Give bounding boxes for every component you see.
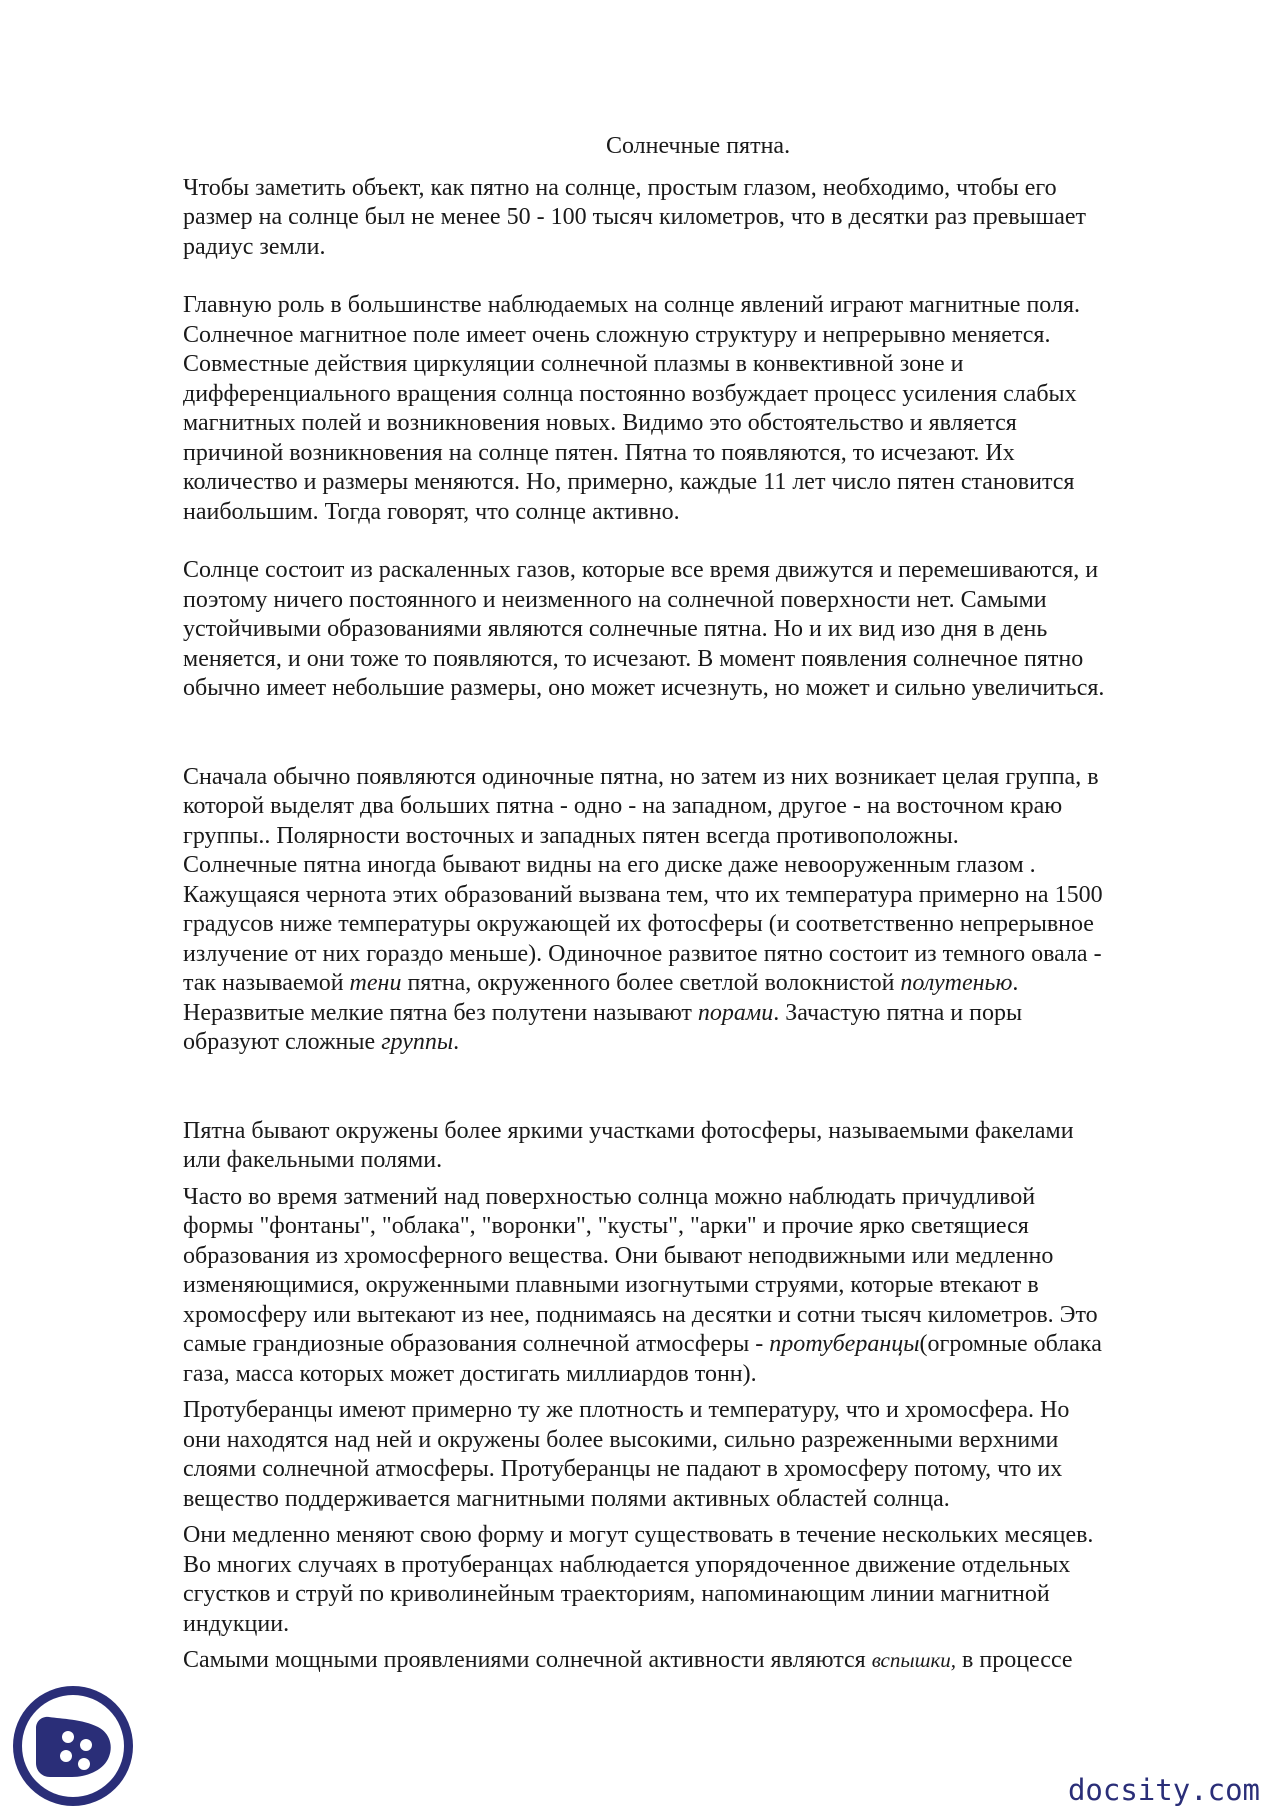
text-line: размер на солнце был не менее 50 - 100 тысяч километров, что в десятки раз превышает [183,204,1086,230]
docsity-watermark[interactable]: docsity.com [1067,1773,1260,1807]
term-gruppy: группы [381,1029,454,1055]
text-line: газа, масса которых может достигать миллиардов тонн). [183,1360,757,1387]
text-run: Самыми мощными проявлениями солнечной активности являются [183,1647,872,1673]
document-title: Солнечные пятна. [605,133,791,159]
text-line: которой выделят два больших пятна - одно - на западном, другое - на восточном краю [183,793,1063,819]
text-line: Совместные действия циркуляции солнечной плазмы в конвективной зоне и [183,351,964,377]
text-line [183,1646,1193,1676]
text-line: формы "фонтаны", "облака", "воронки", "кусты", "арки" и прочие ярко светящиеся [183,1213,1029,1239]
text-run: самые грандиозные образования солнечной атмосферы - [183,1331,770,1357]
term-protuberancy: протуберанцы [769,1331,920,1357]
paragraph-7 [183,1396,1193,1514]
text-line [183,1028,1193,1058]
text-run: так называемой [183,970,350,996]
text-line: Сначала обычно появляются одиночные пятна, но затем из них возникает целая группа, в [183,763,1099,790]
text-line: Во многих случаях в протуберанцах наблюдается упорядоченное движение отдельных [183,1551,1071,1578]
text-line: Они медленно меняют свою форму и могут существовать в течение нескольких месяцев. [183,1522,1094,1548]
text-run: пятна, окруженного более светлой волокнистой [401,970,901,996]
text-line: Солнечные пятна иногда бывают видны на его диске даже невооруженным глазом . [183,852,1036,878]
text-line: группы.. Полярности восточных и западных пятен всегда противоположны. [183,822,959,849]
paragraph-5 [183,1117,1193,1176]
text-line [183,969,1193,999]
text-line [183,999,1193,1029]
text-run: . [1012,970,1019,996]
text-line: образования из хромосферного вещества. Они бывают неподвижными или медленно [183,1242,1054,1269]
text-run: . Зачастую пятна и поры [773,999,1023,1026]
paragraph-3 [183,556,1193,704]
text-line: Часто во время затмений над поверхностью солнца можно наблюдать причудливой [183,1183,1036,1210]
text-line: изменяющимися, окруженными плавными изогнутыми струями, которые втекают в [183,1272,1039,1298]
paragraph-4 [183,763,1193,1058]
text-run: в процессе [956,1647,1073,1673]
text-line: они находятся над ней и окружены более высокими, сильно разреженными верхними [183,1426,1059,1453]
docsity-logo-icon[interactable] [10,1683,136,1809]
term-polutenyu: полутенью [900,970,1013,996]
text-line: сгустков и струй по криволинейным траекториям, напоминающим линии магнитной [183,1581,1050,1607]
text-line: радиус земли. [183,233,326,260]
text-line [183,1330,1193,1360]
text-line: устойчивыми образованиями являются солнечные пятна. Но и их вид изо дня в день [183,616,1048,642]
text-line: количество и размеры меняются. Но, примерно, каждые 11 лет число пятен становится [183,469,1075,495]
text-run: образуют сложные [183,1029,382,1055]
text-run: . [453,1029,460,1055]
text-line: индукции. [183,1610,290,1637]
text-line: градусов ниже температуры окружающей их фотосферы (и соответственно непрерывное [183,911,1094,937]
text-line: Главную роль в большинстве наблюдаемых на солнце явлений играют магнитные поля. [183,292,1080,318]
paragraph-9 [183,1646,1193,1676]
text-line: обычно имеет небольшие размеры, оно может исчезнуть, но может и сильно увеличиться. [183,675,1105,701]
text-line: слоями солнечной атмосферы. Протуберанцы не падают в хромосферу потому, что их [183,1456,1063,1482]
document-body [183,132,1193,1676]
text-run: Неразвитые мелкие пятна без полутени называют [183,999,698,1026]
paragraph-6 [183,1183,1193,1390]
text-line: излучение от них гораздо меньше). Одиночное развитое пятно состоит из темного овала - [183,940,1102,967]
text-line: меняется, и они тоже то появляются, то исчезают. В момент появления солнечное пятно [183,645,1084,672]
text-line: Солнце состоит из раскаленных газов, которые все время движутся и перемешиваются, и [183,557,1099,583]
text-line: Протуберанцы имеют примерно ту же плотность и температуру, что и хромосфера. Но [183,1397,1070,1423]
paragraph-2 [183,291,1193,527]
term-teni: тени [349,970,402,996]
text-line: поэтому ничего постоянного и неизменного на солнечной поверхности нет. Самыми [183,586,1047,613]
text-line: Кажущаяся чернота этих образований вызвана тем, что их температура примерно на 1500 [183,881,1103,908]
text-line: наибольшим. Тогда говорят, что солнце активно. [183,498,680,525]
text-line: Чтобы заметить объект, как пятно на солнце, простым глазом, необходимо, чтобы его [183,174,1057,201]
term-porami: порами [697,999,774,1026]
text-line: Пятна бывают окружены более яркими участками фотосферы, называемыми факелами [183,1117,1074,1144]
text-run: (огромные облака [919,1331,1102,1357]
text-line: дифференциального вращения солнца постоянно возбуждает процесс усиления слабых [183,380,1077,407]
text-line: хромосферу или вытекают из нее, поднимаясь на десятки и сотни тысяч километров. Это [183,1301,1098,1328]
paragraph-8 [183,1521,1193,1639]
text-line: вещество поддерживается магнитными полями активных областей солнца. [183,1485,950,1512]
text-line: или факельными полями. [183,1147,443,1173]
text-line: Солнечное магнитное поле имеет очень сложную структуру и непрерывно меняется. [183,321,1051,348]
term-vspyshki: вспышки, [871,1648,957,1672]
paragraph-1 [183,174,1193,263]
text-line: магнитных полей и возникновения новых. Видимо это обстоятельство и является [183,410,1017,436]
text-line: причиной возникновения на солнце пятен. Пятна то появляются, то исчезают. Их [183,439,1015,466]
